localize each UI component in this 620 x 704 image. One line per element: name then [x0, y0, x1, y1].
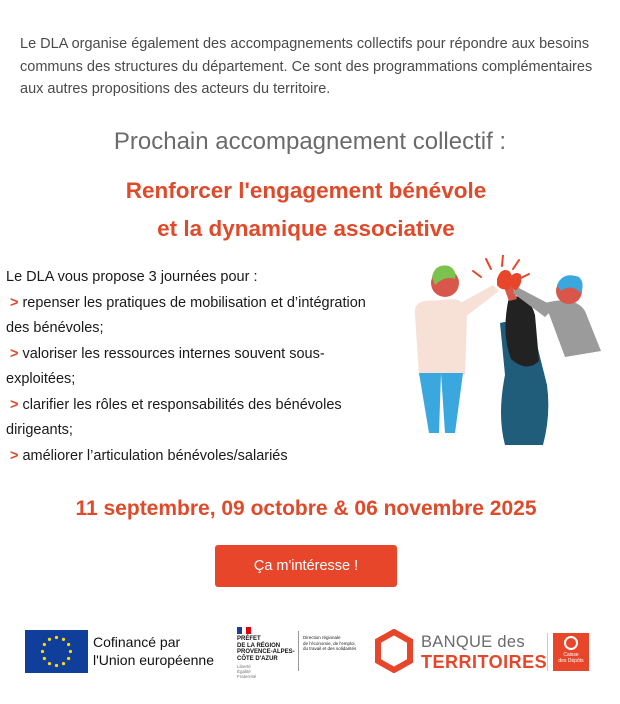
dreets-line: du travail et des solidarités — [303, 646, 357, 651]
partner-logos — [0, 625, 620, 680]
eu-line-1: Cofinancé par — [93, 634, 181, 650]
program-lead: Le DLA vous propose 3 journées pour : — [6, 269, 258, 285]
french-flag-icon — [237, 627, 251, 634]
dreets-label — [303, 635, 363, 652]
list-item — [6, 291, 386, 342]
cdc-mark-icon — [564, 636, 578, 650]
banque-territoires-bottom: TERRITOIRES — [421, 652, 548, 672]
dreets-line: Direction régionale — [303, 635, 341, 640]
arrow-bullet: > — [10, 294, 19, 311]
list-item-text: clarifier les rôles et responsabilités des bénévoles dirigeants; — [6, 396, 342, 438]
eu-star-icon — [67, 643, 70, 646]
list-item — [6, 342, 386, 393]
program-title-line-1: Renforcer l'engagement bénévole — [125, 178, 487, 203]
eu-star-icon — [55, 636, 58, 639]
next-session-heading: Prochain accompagnement collectif : — [113, 128, 507, 155]
caisse-des-depots-logo — [553, 633, 589, 671]
list-item-text: améliorer l’articulation bénévoles/salariés — [22, 447, 288, 464]
intro-paragraph: Le DLA organise également des accompagnements collectifs pour répondre aux besoins communs des structures du département. Ce sont des programmations complémentaires aux autres propositions des acteurs du territoire. — [20, 36, 593, 97]
eu-line-2: l'Union européenne — [93, 652, 214, 668]
eu-flag-icon — [25, 630, 88, 673]
banque-territoires-hexagon-icon — [374, 629, 414, 673]
eu-star-icon — [41, 650, 44, 653]
prefet-line: CÔTE D'AZUR — [237, 655, 278, 662]
motto-line: Liberté — [237, 664, 251, 669]
prefet-line: DE LA RÉGION — [237, 642, 281, 649]
clapping-hands-icon — [497, 270, 521, 291]
eu-star-icon — [43, 657, 46, 660]
motto-line: Fraternité — [237, 674, 257, 679]
prefet-line: PROVENCE-ALPES- — [237, 649, 295, 655]
program-title — [0, 172, 612, 248]
eu-star-icon — [69, 650, 72, 653]
eu-star-icon — [43, 643, 46, 646]
divider — [298, 631, 299, 671]
arrow-bullet: > — [10, 396, 19, 413]
list-item-text: valoriser les ressources internes souvent sous-exploitées; — [6, 345, 325, 387]
session-dates: 11 septembre, 09 octobre & 06 novembre 2025 — [75, 497, 537, 520]
eu-star-icon — [55, 664, 58, 667]
cdc-line: Caisse — [563, 652, 579, 658]
list-item — [6, 444, 386, 470]
prefet-region-logo — [237, 627, 300, 677]
banque-territoires-top: BANQUE des — [421, 633, 525, 651]
cdc-line: des Dépôts — [558, 657, 584, 664]
program-description — [6, 265, 386, 469]
eu-cofunding-label — [93, 633, 214, 669]
motto-line: Égalité — [237, 669, 251, 674]
eu-star-icon — [62, 638, 65, 641]
program-title-line-2: et la dynamique associative — [157, 216, 455, 241]
arrow-bullet: > — [10, 447, 19, 464]
high-five-illustration — [405, 255, 610, 450]
list-item — [6, 393, 386, 444]
prefet-line: PRÉFET — [237, 636, 261, 642]
person-left-icon — [415, 265, 499, 433]
eu-star-icon — [67, 657, 70, 660]
interest-button[interactable]: Ça m'intéresse ! — [215, 545, 397, 587]
eu-star-icon — [48, 638, 51, 641]
divider — [547, 633, 548, 671]
list-item-text: repenser les pratiques de mobilisation et d’intégration des bénévoles; — [6, 294, 366, 336]
eu-star-icon — [48, 662, 51, 665]
arrow-bullet: > — [10, 345, 19, 362]
dreets-line: de l'économie, de l'emploi, — [303, 640, 356, 646]
eu-star-icon — [62, 662, 65, 665]
